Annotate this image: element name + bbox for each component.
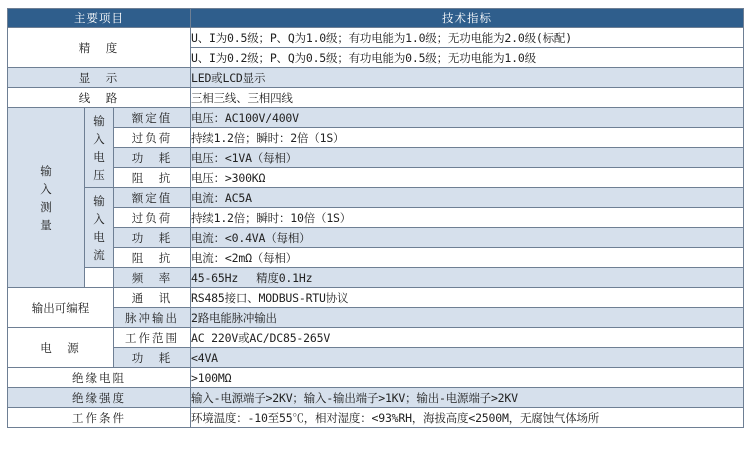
- current-impedance-value: 电流：<2mΩ（每相）: [191, 248, 744, 268]
- frequency-value: 45-65Hz 精度0.1Hz: [191, 268, 744, 288]
- current-power-row: [8, 228, 744, 248]
- pulse-value: 2路电能脉冲输出: [191, 308, 744, 328]
- comm-label: 通 讯: [114, 288, 191, 308]
- frequency-spacer: [85, 268, 114, 288]
- wiring-row: [8, 88, 744, 108]
- voltage-overload-value: 持续1.2倍；瞬时：2倍（1S）: [191, 128, 744, 148]
- display-row: [8, 68, 744, 88]
- power-consumption-value: <4VA: [191, 348, 744, 368]
- comm-value: RS485接口、MODBUS-RTU协议: [191, 288, 744, 308]
- pulse-label: 脉冲输出: [114, 308, 191, 328]
- power-range-value: AC 220V或AC/DC85-265V: [191, 328, 744, 348]
- display-value: LED或LCD显示: [191, 68, 744, 88]
- frequency-label: 频 率: [114, 268, 191, 288]
- wiring-value: 三相三线、三相四线: [191, 88, 744, 108]
- insulation-strength-label: 绝缘强度: [8, 388, 191, 408]
- voltage-impedance-row: [8, 168, 744, 188]
- current-rated-row: [8, 188, 744, 208]
- current-rated-label: 额定值: [114, 188, 191, 208]
- power-range-row: [8, 328, 744, 348]
- output-label: 输出可编程: [8, 288, 114, 328]
- insulation-strength-row: [8, 388, 744, 408]
- current-impedance-label: 阻 抗: [114, 248, 191, 268]
- working-conditions-label: 工作条件: [8, 408, 191, 428]
- precision-value-2: U、I为0.2级；P、Q为0.5级；有功电能为0.5级；无功电能为1.0级: [191, 48, 744, 68]
- input-measure-label: 输 入 测 量: [8, 108, 85, 288]
- input-current-label: 输 入 电 流: [85, 188, 114, 268]
- insulation-resistance-row: [8, 368, 744, 388]
- working-conditions-row: [8, 408, 744, 428]
- voltage-rated-row: [8, 108, 744, 128]
- current-power-label: 功 耗: [114, 228, 191, 248]
- voltage-power-value: 电压：<1VA（每相）: [191, 148, 744, 168]
- working-conditions-value: 环境温度：-10至55℃，相对湿度：<93%RH，海拔高度<2500M，无腐蚀气体场所: [191, 408, 744, 428]
- spec-table: [7, 8, 744, 428]
- voltage-impedance-value: 电压：>300KΩ: [191, 168, 744, 188]
- voltage-power-label: 功 耗: [114, 148, 191, 168]
- display-label: 显 示: [8, 68, 191, 88]
- precision-value-1: U、I为0.5级；P、Q为1.0级；有功电能为1.0级；无功电能为2.0级(标配): [191, 28, 744, 48]
- pulse-row: [8, 308, 744, 328]
- input-voltage-label: 输 入 电 压: [85, 108, 114, 188]
- precision-row: [8, 28, 744, 48]
- voltage-rated-label: 额定值: [114, 108, 191, 128]
- insulation-resistance-label: 绝缘电阻: [8, 368, 191, 388]
- current-overload-label: 过负荷: [114, 208, 191, 228]
- header-row: [8, 9, 744, 28]
- power-label: 电 源: [8, 328, 114, 368]
- precision-label: 精 度: [8, 28, 191, 68]
- wiring-label: 线 路: [8, 88, 191, 108]
- current-impedance-row: [8, 248, 744, 268]
- frequency-row: [8, 268, 744, 288]
- current-overload-row: [8, 208, 744, 228]
- header-item: 主要项目: [8, 9, 191, 28]
- voltage-power-row: [8, 148, 744, 168]
- insulation-resistance-value: >100MΩ: [191, 368, 744, 388]
- insulation-strength-value: 输入-电源端子>2KV；输入-输出端子>1KV；输出-电源端子>2KV: [191, 388, 744, 408]
- power-consumption-row: [8, 348, 744, 368]
- current-overload-value: 持续1.2倍；瞬时：10倍（1S）: [191, 208, 744, 228]
- voltage-rated-value: 电压：AC100V/400V: [191, 108, 744, 128]
- power-range-label: 工作范围: [114, 328, 191, 348]
- comm-row: [8, 288, 744, 308]
- voltage-overload-row: [8, 128, 744, 148]
- header-spec: 技术指标: [191, 9, 744, 28]
- voltage-impedance-label: 阻 抗: [114, 168, 191, 188]
- voltage-overload-label: 过负荷: [114, 128, 191, 148]
- current-rated-value: 电流：AC5A: [191, 188, 744, 208]
- power-consumption-label: 功 耗: [114, 348, 191, 368]
- current-power-value: 电流：<0.4VA（每相）: [191, 228, 744, 248]
